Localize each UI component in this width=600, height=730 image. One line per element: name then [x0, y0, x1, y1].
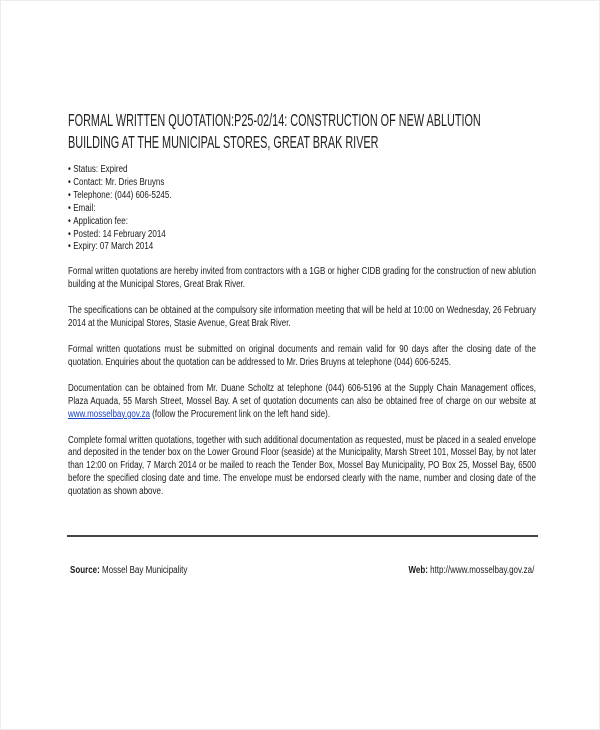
- paragraph-specifications: The specifications can be obtained at the compulsory site information meeting that will be held at 10:00 on Wednesday, 26 February 2014 at the Municipal Stores, Stasie Avenue, Great Brak River.: [68, 305, 536, 330]
- details-list: [68, 164, 536, 254]
- paragraph-documentation: Documentation can be obtained from Mr. Duane Scholtz at telephone (044) 606-5196 at the Supply Chain Management offices, Plaza Aquada, 55 Marsh Street, Mossel Bay. A set of quotation documents can also be obtained free of charge on our website at www.mosselbay.gov.za (follow the Procurement link on the left hand side).: [68, 382, 536, 420]
- title-line: BUILDING AT THE MUNICIPAL STORES, GREAT BRAK RIVER: [68, 132, 379, 152]
- detail-posted: • Posted: 14 February 2014: [68, 229, 536, 242]
- divider: [67, 535, 538, 537]
- footer-web: Web: http://www.mosselbay.gov.za/: [408, 565, 534, 576]
- document-body: [68, 164, 536, 512]
- paragraph-submission: Formal written quotations must be submitted on original documents and remain valid for 90 days after the closing date of the quotation. Enquiries about the quotation can be addressed to Mr. Dries Bruyns at telephone (044) 606-5245.: [68, 343, 536, 368]
- detail-email: • Email:: [68, 203, 536, 216]
- detail-telephone: • Telephone: (044) 606-5245.: [68, 190, 536, 203]
- detail-status: • Status: Expired: [68, 164, 536, 177]
- detail-expiry: • Expiry: 07 March 2014: [68, 241, 536, 254]
- detail-application-fee: • Application fee:: [68, 216, 536, 229]
- website-link[interactable]: www.mosselbay.gov.za: [68, 408, 150, 420]
- paragraph-invitation: Formal written quotations are hereby invited from contractors with a 1GB or higher CIDB grading for the construction of new ablution building at the Municipal Stores, Great Brak River.: [68, 266, 536, 291]
- title-line: FORMAL WRITTEN QUOTATION:P25-02/14: CONSTRUCTION OF NEW ABLUTION: [68, 110, 481, 130]
- footer-source: Source: Mossel Bay Municipality: [70, 565, 188, 576]
- paragraph-closing: Complete formal written quotations, together with such additional documentation as requested, must be placed in a sealed envelope and deposited in the tender box on the Lower Ground Floor (seaside) at the Municipality, Marsh Street 101, Mossel Bay, by not later than 12:00 on Friday, 7 March 2014 or be mailed to reach the Tender Box, Mossel Bay Municipality, PO Box 25, Mossel Bay, 6500 before the specified closing date and time. The envelope must be endorsed clearly with the name, number and closing date of the quotation as shown above.: [68, 434, 536, 498]
- page-title: [68, 109, 527, 153]
- detail-contact: • Contact: Mr. Dries Bruyns: [68, 177, 536, 190]
